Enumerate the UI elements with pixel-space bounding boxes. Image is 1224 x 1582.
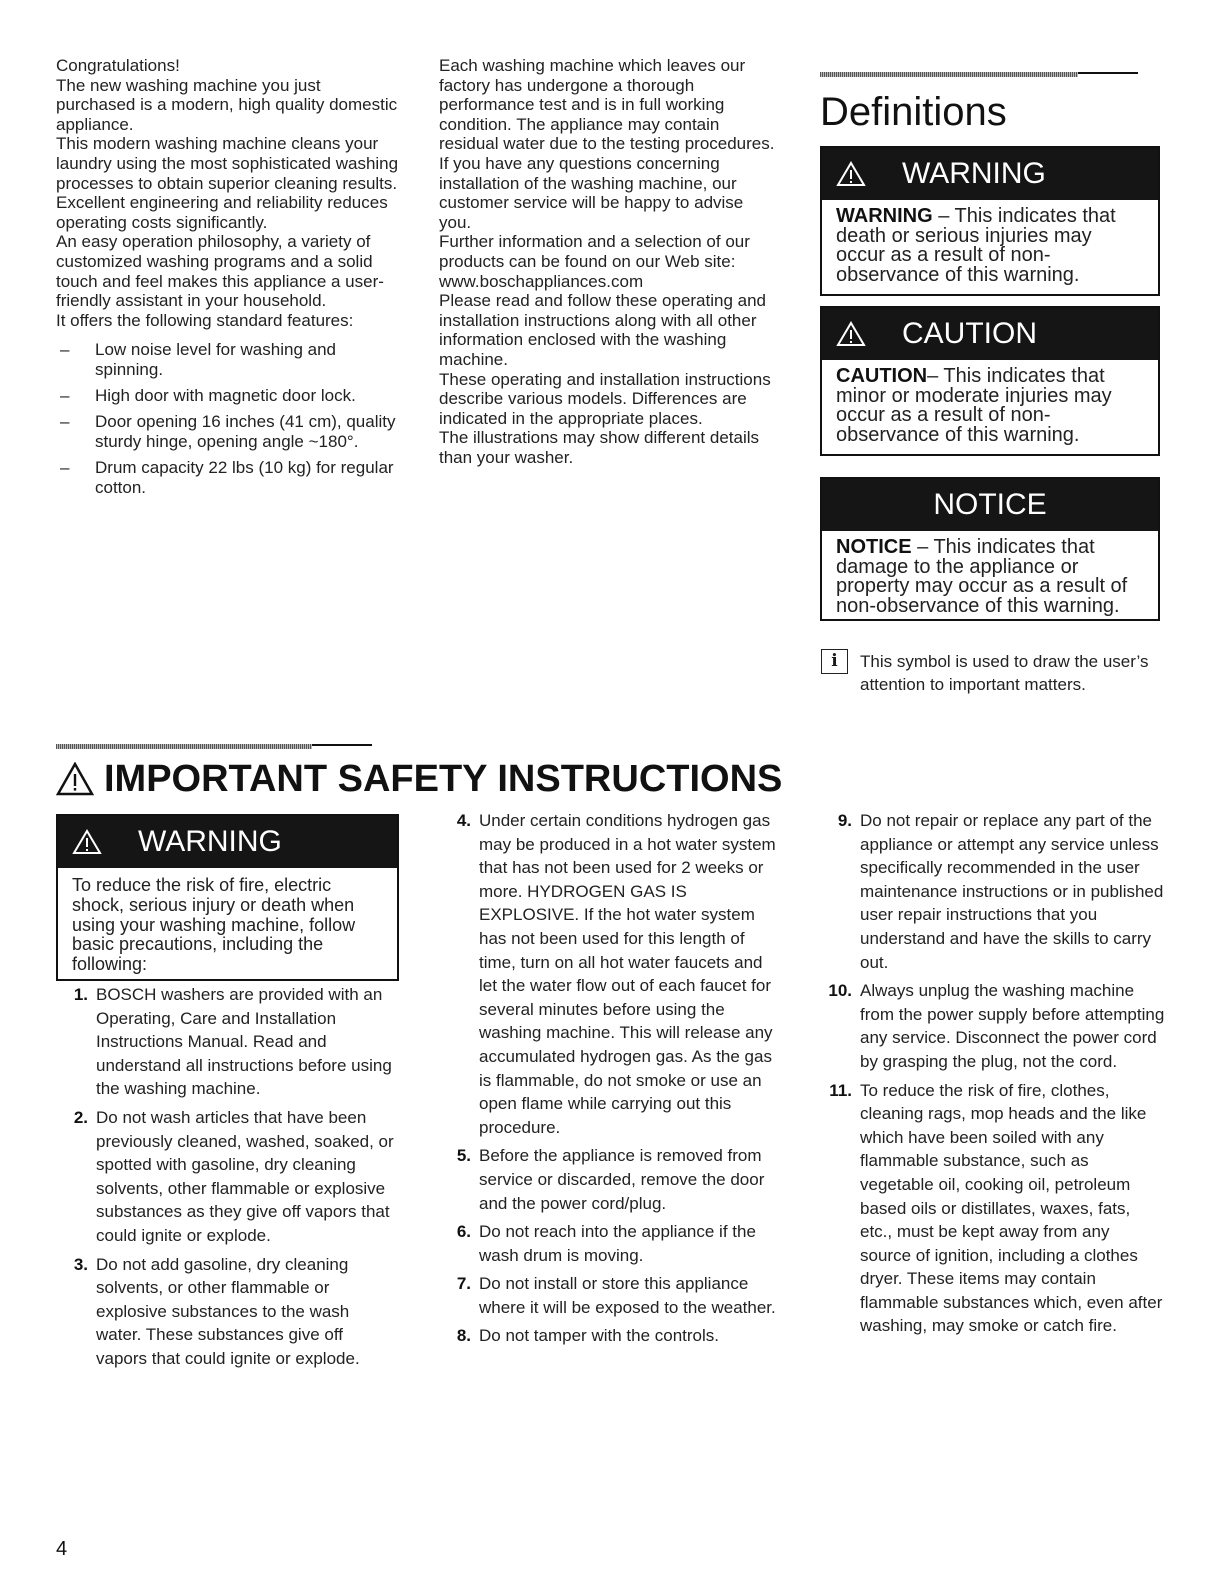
dash-bullet: – xyxy=(60,458,70,478)
list-item xyxy=(56,458,401,498)
list-item xyxy=(820,1079,1165,1339)
intro-paragraph: Each washing machine which leaves our factory has undergone a thorough performance test and is in full working condition. The appliance may contain residual water due to the testing procedures. If you have any questions concerning installation of the washing machine, our customer service will be happy to advise you. xyxy=(439,56,775,232)
item-text: Under certain conditions hydrogen gas may be produced in a hot water system that has not been used for 2 weeks or more. HYDROGEN GAS IS EXPLOSIVE. If the hot water system has not been used for this length of time, turn on all hot water faucets and let the water flow out of each faucet for several minutes before using the washing machine. This will release any accumulated hydrogen gas. As the gas is flammable, do not smoke or use an open flame while carrying out this procedure. xyxy=(479,811,776,1137)
list-item xyxy=(439,1220,784,1267)
feature-list xyxy=(56,340,401,498)
item-number: 5. xyxy=(456,1146,471,1166)
warning-header xyxy=(822,148,1158,200)
item-number: 6. xyxy=(456,1222,471,1242)
warning-definition-box xyxy=(820,146,1160,296)
safety-warning-box xyxy=(56,814,399,981)
definitions-title: Definitions xyxy=(820,90,1007,134)
section-rule-line xyxy=(312,744,372,746)
warning-triangle-icon xyxy=(836,161,866,187)
item-text: Do not reach into the appliance if the wash drum is moving. xyxy=(479,1222,756,1265)
dash-bullet: – xyxy=(60,412,70,432)
warning-description: – This indicates that death or serious injuries may occur as a result of non-observance of this warning. xyxy=(836,205,1116,286)
list-item xyxy=(56,340,401,380)
section-rule-bar xyxy=(56,744,312,749)
safety-list-column-1 xyxy=(56,983,396,1376)
feature-text: High door with magnetic door lock. xyxy=(95,386,356,406)
item-text: Do not tamper with the controls. xyxy=(479,1326,720,1346)
feature-text: Door opening 16 inches (41 cm), quality sturdy hinge, opening angle ~180°. xyxy=(95,412,396,452)
item-number: 9. xyxy=(837,811,852,830)
safety-list-column-2 xyxy=(439,809,784,1353)
warning-triangle-icon xyxy=(56,762,94,796)
caution-triangle-icon xyxy=(836,321,866,347)
notice-definition-box xyxy=(820,477,1160,621)
safety-warning-text: To reduce the risk of fire, electric shock, serious injury or death when using your washing machine, follow basic precautions, including the following: xyxy=(72,875,356,975)
section-rule-line xyxy=(1078,72,1138,74)
safety-warning-header-label: WARNING xyxy=(138,825,282,858)
feature-text: Low noise level for washing and spinning. xyxy=(95,340,336,380)
item-text: Always unplug the washing machine from the power supply before attempting any service. Disconnect the power cord by grasping the plug, not the cord. xyxy=(860,981,1165,1071)
item-number: 11. xyxy=(829,1080,852,1100)
list-item xyxy=(56,1106,396,1248)
notice-header-label: NOTICE xyxy=(933,488,1047,521)
intro-paragraph: This modern washing machine cleans your laundry using the most sophisticated washing processes to obtain superior cleaning results. xyxy=(56,134,399,193)
item-text: Do not add gasoline, dry cleaning solvents, or other flammable or explosive substances to the wash water. These substances give off vapors that could ignite or explode. xyxy=(96,1254,360,1368)
item-number: 1. xyxy=(73,985,88,1004)
intro-paragraph: The illustrations may show different details than your washer. xyxy=(439,428,760,467)
item-text: Do not install or store this appliance where it will be exposed to the weather. xyxy=(479,1274,776,1317)
item-number: 7. xyxy=(456,1274,471,1294)
dash-bullet: – xyxy=(60,340,70,360)
safety-title xyxy=(56,755,782,803)
item-text: BOSCH washers are provided with an Operating, Care and Installation Instructions Manual. Read and understand all instructions before using the washing machine. xyxy=(96,985,392,1099)
list-item xyxy=(56,1253,396,1371)
notice-definition-text xyxy=(822,531,1158,622)
page-number: 4 xyxy=(56,1538,68,1560)
item-text: Do not wash articles that have been previously cleaned, washed, soaked, or spotted with gasoline, dry cleaning solvents, other flammable or explosive substances as they give off vapors that could ignite or explode. xyxy=(96,1107,394,1245)
caution-header-label: CAUTION xyxy=(902,317,1037,350)
item-number: 4. xyxy=(456,811,471,830)
intro-paragraph: The new washing machine you just purchased is a modern, high quality domestic appliance. xyxy=(56,75,398,134)
warning-definition-text xyxy=(822,200,1158,291)
intro-paragraph: It offers the following standard features: xyxy=(56,310,354,330)
notice-description: – This indicates that damage to the appliance or property may occur as a result of non-observance of this warning. xyxy=(836,536,1128,617)
item-number: 8. xyxy=(456,1326,471,1346)
list-item xyxy=(439,1144,784,1215)
intro-paragraph: Please read and follow these operating and installation instructions along with all other information enclosed with the washing machine. xyxy=(439,291,767,369)
safety-warning-header xyxy=(58,816,397,868)
intro-paragraph: Further information and a selection of our products can be found on our Web site: www.boschappliances.com xyxy=(439,232,750,291)
notice-term: NOTICE xyxy=(836,536,912,558)
safety-title-text: IMPORTANT SAFETY INSTRUCTIONS xyxy=(104,758,783,800)
item-number: 3. xyxy=(73,1254,88,1274)
caution-term: CAUTION xyxy=(836,365,928,387)
info-icon: i xyxy=(821,649,848,674)
feature-text: Drum capacity 22 lbs (10 kg) for regular cotton. xyxy=(95,458,394,498)
caution-header xyxy=(822,308,1158,360)
intro-paragraph: These operating and installation instructions describe various models. Differences are indicated in the appropriate places. xyxy=(439,369,771,428)
item-text: Before the appliance is removed from service or discarded, remove the door and the power cord/plug. xyxy=(479,1146,765,1213)
list-item xyxy=(56,983,396,1101)
list-item xyxy=(56,386,401,406)
caution-definition-box xyxy=(820,306,1160,456)
caution-definition-text xyxy=(822,360,1158,451)
dash-bullet: – xyxy=(60,386,70,406)
warning-header-label: WARNING xyxy=(902,157,1046,190)
intro-paragraph: Congratulations! xyxy=(56,56,180,75)
safety-list-column-3 xyxy=(820,809,1165,1343)
caution-description: – This indicates that minor or moderate injuries may occur as a result of non-observance of this warning. xyxy=(836,365,1112,446)
intro-column-1 xyxy=(56,56,401,504)
item-text: To reduce the risk of fire, clothes, cleaning rags, mop heads and the like which have been soiled with any flammable substance, such as vegetable oil, cooking oil, petroleum based oils or distillates, waxes, fats, etc., must be kept away from any source of ignition, including a clothes dryer. These items may contain flammable substances which, even after washing, may smoke or catch fire. xyxy=(860,1080,1163,1336)
intro-column-2 xyxy=(439,56,779,467)
item-number: 10. xyxy=(828,981,852,1001)
intro-paragraph: Excellent engineering and reliability reduces operating costs significantly. xyxy=(56,193,388,232)
warning-triangle-icon xyxy=(72,829,102,855)
list-item xyxy=(439,1324,784,1348)
list-item xyxy=(820,979,1165,1073)
intro-paragraph: An easy operation philosophy, a variety of customized washing programs and a solid touch and feel makes this appliance a user-friendly assistant in your household. xyxy=(56,232,384,311)
notice-header xyxy=(822,479,1158,531)
list-item xyxy=(439,1272,784,1319)
item-number: 2. xyxy=(73,1107,88,1127)
list-item xyxy=(820,809,1165,974)
info-symbol-description: This symbol is used to draw the user’s attention to important matters. xyxy=(860,652,1149,694)
section-rule-bar xyxy=(820,72,1078,77)
list-item xyxy=(56,412,401,452)
item-text: Do not repair or replace any part of the appliance or attempt any service unless specifically recommended in the user maintenance instructions or in published user repair instructions that you understand and have the skills to carry out. xyxy=(860,811,1164,972)
warning-term: WARNING xyxy=(836,205,933,227)
list-item xyxy=(439,809,784,1139)
